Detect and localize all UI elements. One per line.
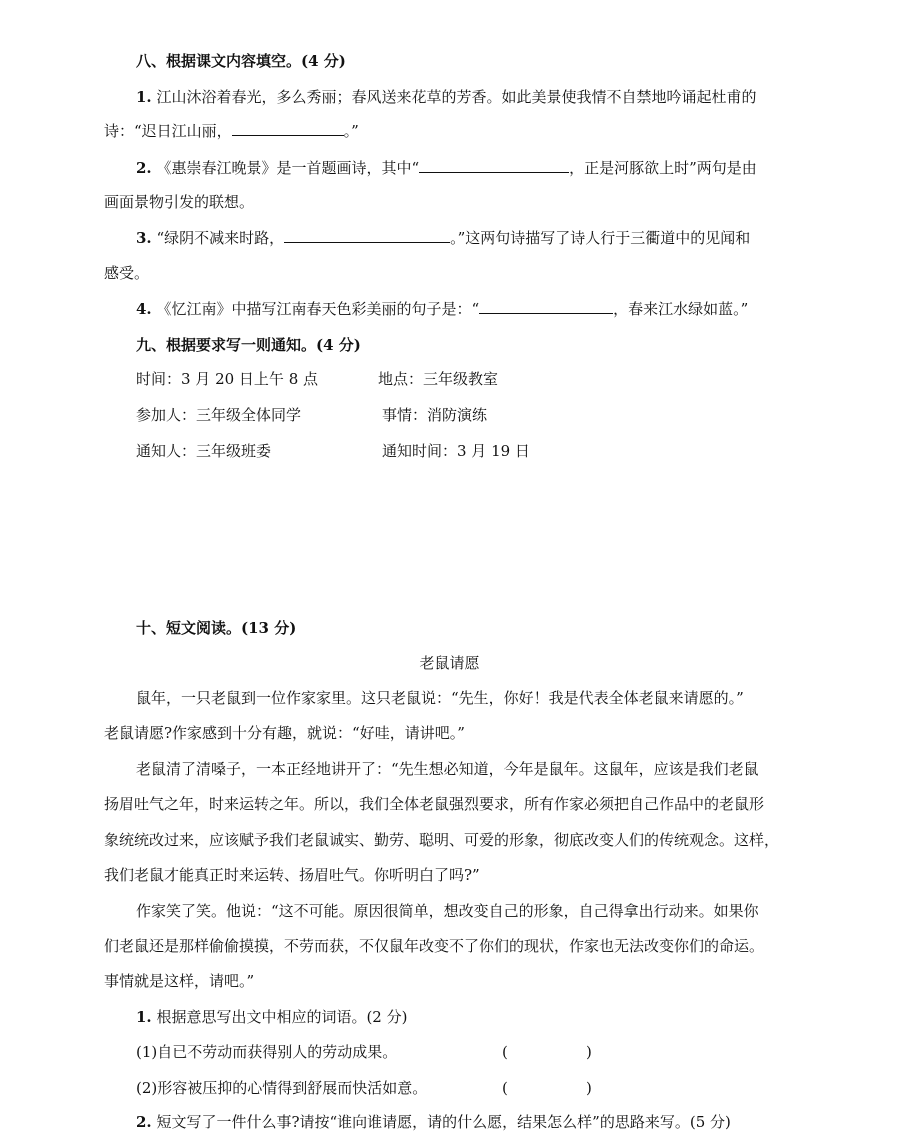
passage-p2-line4: 我们老鼠才能真正时来运转、扬眉吐气。你听明白了吗?”: [104, 866, 480, 884]
section8-q1-line2: [104, 121, 804, 141]
notice-time-sent: 通知时间：3 月 19 日: [382, 442, 530, 460]
section10-q1: [136, 1007, 836, 1027]
s10-q2-number: 2.: [136, 1113, 152, 1131]
s10-q1-item2-open-paren: (: [502, 1079, 508, 1097]
q2-answer-blank[interactable]: [419, 158, 569, 173]
section8-q3-line1: [136, 228, 836, 248]
q4-number: 4.: [136, 300, 152, 318]
section8-q3-line2: 感受。: [104, 264, 150, 282]
s10-q1-item1: (1)自已不劳动而获得别人的劳动成果。: [136, 1043, 398, 1061]
q1-answer-blank[interactable]: [232, 121, 344, 136]
q3-text-b: 。”这两句诗描写了诗人行于三衢道中的见闻和: [450, 229, 751, 247]
section8-q2-line2: 画面景物引发的联想。: [104, 193, 255, 211]
q4-text-b: ，春来江水绿如蓝。”: [613, 300, 749, 318]
q1-number: 1.: [136, 88, 152, 106]
q1-text-b: 诗：“迟日江山丽，: [104, 122, 232, 140]
passage-title: 老鼠请愿: [419, 654, 480, 672]
s10-q1-text: 根据意思写出文中相应的词语。(2 分): [156, 1008, 408, 1026]
section8-q1-line1: [136, 87, 836, 107]
passage-p2-line3: 象统统改过来，应该赋予我们老鼠诚实、勤劳、聪明、可爱的形象，彻底改变人们的传统观念。这样，: [104, 831, 780, 849]
q2-text-a: 《惠崇春江晚景》是一首题画诗，其中“: [156, 159, 420, 177]
s10-q1-number: 1.: [136, 1008, 152, 1026]
passage-p2-line2: 扬眉吐气之年，时来运转之年。所以，我们全体老鼠强烈要求，所有作家必须把自己作品中的老鼠形: [104, 795, 765, 813]
passage-p2-line1: 老鼠清了清嗓子，一本正经地讲开了：“先生想必知道，今年是鼠年。这鼠年，应该是我们老鼠: [136, 760, 759, 778]
s10-q1-item1-open-paren: (: [502, 1043, 508, 1061]
s10-q1-item2: (2)形容被压抑的心情得到舒展而快活如意。: [136, 1079, 428, 1097]
q4-text-a: 《忆江南》中描写江南春天色彩美丽的句子是：“: [156, 300, 480, 318]
passage-p3-line1: 作家笑了笑。他说：“这不可能。原因很简单，想改变自己的形象，自己得拿出行动来。如果你: [136, 902, 759, 920]
q3-number: 3.: [136, 229, 152, 247]
passage-p1-line1: 鼠年，一只老鼠到一位作家家里。这只老鼠说：“先生，你好！我是代表全体老鼠来请愿的。”: [136, 689, 744, 707]
s10-q2-text: 短文写了一件什么事?请按“谁向谁请愿，请的什么愿，结果怎么样”的思路来写。(5 分): [156, 1113, 731, 1131]
q4-answer-blank[interactable]: [479, 299, 613, 314]
notice-participants: 参加人：三年级全体同学: [136, 406, 302, 424]
section8-q4-line1: [136, 299, 836, 319]
passage-p3-line2: 们老鼠还是那样偷偷摸摸，不劳而获，不仅鼠年改变不了你们的现状，作家也无法改变你们的命运。: [104, 937, 765, 955]
notice-notifier: 通知人：三年级班委: [136, 442, 272, 460]
q2-text-b: ，正是河豚欲上时”两句是由: [569, 159, 757, 177]
q3-text-a: “绿阴不减来时路，: [156, 229, 285, 247]
q3-answer-blank[interactable]: [284, 228, 450, 243]
q2-number: 2.: [136, 159, 152, 177]
s10-q1-item2-close-paren: ): [586, 1079, 592, 1097]
section8-q2-line1: [136, 158, 836, 178]
q1-text: 江山沐浴着春光，多么秀丽；春风送来花草的芳香。如此美景使我情不自禁地吟诵起杜甫的: [156, 88, 757, 106]
notice-matter: 事情：消防演练: [382, 406, 488, 424]
notice-place: 地点：三年级教室: [378, 370, 499, 388]
passage-p3-line3: 事情就是这样，请吧。”: [104, 972, 255, 990]
s10-q1-item1-answer[interactable]: [512, 1042, 584, 1062]
section8-heading: 八、根据课文内容填空。(4 分): [136, 52, 346, 70]
section10-q2: [136, 1112, 836, 1132]
s10-q1-item2-answer[interactable]: [512, 1078, 584, 1098]
section9-heading: 九、根据要求写一则通知。(4 分): [136, 336, 361, 354]
passage-p1-line2: 老鼠请愿?作家感到十分有趣，就说：“好哇，请讲吧。”: [104, 724, 465, 742]
notice-time: 时间：3 月 20 日上午 8 点: [136, 370, 319, 388]
q1-text-c: 。”: [343, 122, 359, 140]
section10-heading: 十、短文阅读。(13 分): [136, 619, 297, 637]
s10-q1-item1-close-paren: ): [586, 1043, 592, 1061]
